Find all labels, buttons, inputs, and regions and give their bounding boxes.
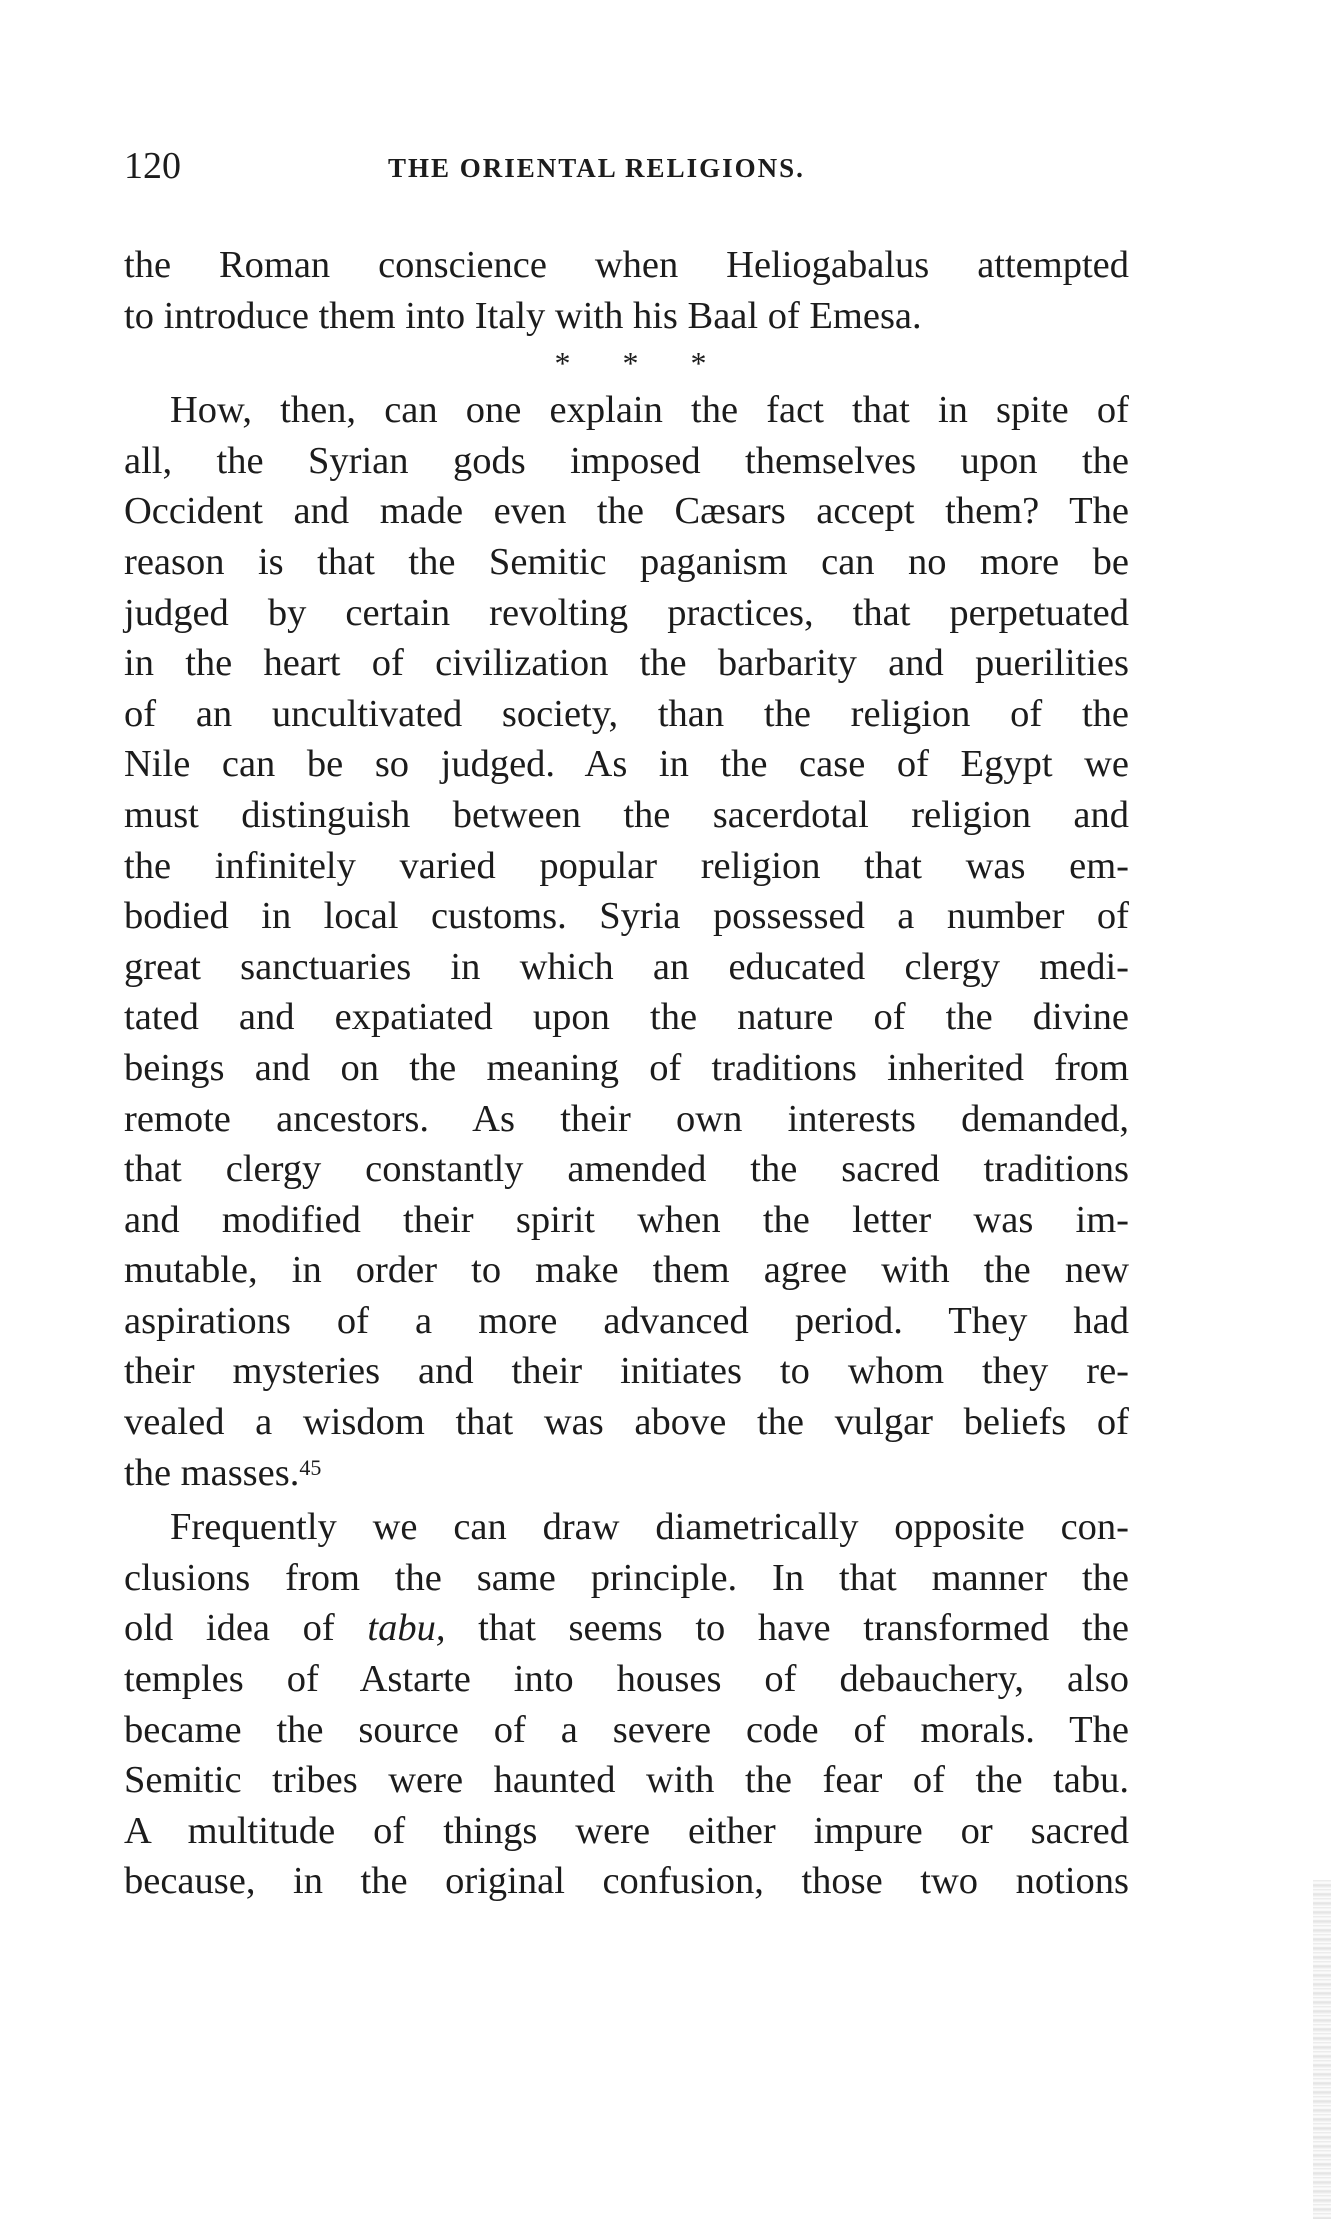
text-line: A multitude of things were either impure or sacred xyxy=(124,1809,1129,1852)
text-line: Nile can be so judged. As in the case of Egypt we xyxy=(124,743,1129,786)
text-line: that clergy constantly amended the sacred traditions xyxy=(124,1148,1129,1191)
text-line: because, in the original confusion, those two notions xyxy=(124,1860,1129,1903)
text-line: remote ancestors. As their own interests demanded, xyxy=(124,1097,1129,1140)
text-line: to introduce them into Italy with his Baal of Emesa. xyxy=(124,294,922,337)
text-run: old idea of xyxy=(124,1607,335,1650)
section-break: * * * xyxy=(554,345,729,382)
text-line: all, the Syrian gods imposed themselves upon the xyxy=(124,439,1129,482)
text-line: Semitic tribes were haunted with the fear of the tabu. xyxy=(124,1759,1129,1802)
text-line: aspirations of a more advanced period. They had xyxy=(124,1299,1129,1342)
page-edge-speckle xyxy=(1313,1880,1331,2219)
text-line: and modified their spirit when the letter was im- xyxy=(124,1198,1129,1241)
text-line: reason is that the Semitic paganism can no more be xyxy=(124,540,1129,583)
text-line: judged by certain revolting practices, that perpetuated xyxy=(124,591,1129,634)
page-number: 120 xyxy=(124,145,181,187)
text-line: in the heart of civilization the barbarity and puerilities xyxy=(124,642,1129,685)
text-line xyxy=(124,1448,1129,1499)
text-line: mutable, in order to make them agree with the new xyxy=(124,1249,1129,1292)
text-line: tated and expatiated upon the nature of the divine xyxy=(124,996,1129,1039)
text-line: clusions from the same principle. In that manner the xyxy=(124,1556,1129,1599)
body-text xyxy=(124,240,1129,1907)
text-line: beings and on the meaning of traditions inherited from xyxy=(124,1046,1129,1089)
text-line: their mysteries and their initiates to whom they re- xyxy=(124,1350,1129,1393)
text-line: temples of Astarte into houses of debauchery, also xyxy=(124,1658,1129,1701)
text-line: the infinitely varied popular religion that was em- xyxy=(124,844,1129,887)
italic-term: tabu, xyxy=(367,1607,446,1650)
text-line: Frequently we can draw diametrically opposite con- xyxy=(170,1506,1129,1549)
text-line: the Roman conscience when Heliogabalus attempted xyxy=(124,244,1129,286)
text-run: that seems to have transformed the xyxy=(478,1607,1129,1650)
paragraph-2 xyxy=(124,1502,1129,1907)
footnote-reference: 45 xyxy=(299,1454,322,1480)
text-line: became the source of a severe code of morals. The xyxy=(124,1708,1129,1751)
running-head xyxy=(124,142,1134,192)
text-line: How, then, can one explain the fact that in spite of xyxy=(170,389,1129,432)
text-line: of an uncultivated society, than the religion of the xyxy=(124,692,1129,735)
running-title: THE ORIENTAL RELIGIONS. xyxy=(388,153,805,183)
text-line: vealed a wisdom that was above the vulgar beliefs of xyxy=(124,1401,1129,1444)
text-line: bodied in local customs. Syria possessed a number of xyxy=(124,895,1129,938)
last-line-text: the masses. xyxy=(124,1451,300,1494)
text-line: great sanctuaries in which an educated clergy medi- xyxy=(124,945,1129,988)
paragraph-1 xyxy=(124,385,1129,1498)
text-line xyxy=(124,1603,1129,1654)
text-line: must distinguish between the sacerdotal religion and xyxy=(124,793,1129,836)
text-line: Occident and made even the Cæsars accept them? The xyxy=(124,490,1129,533)
